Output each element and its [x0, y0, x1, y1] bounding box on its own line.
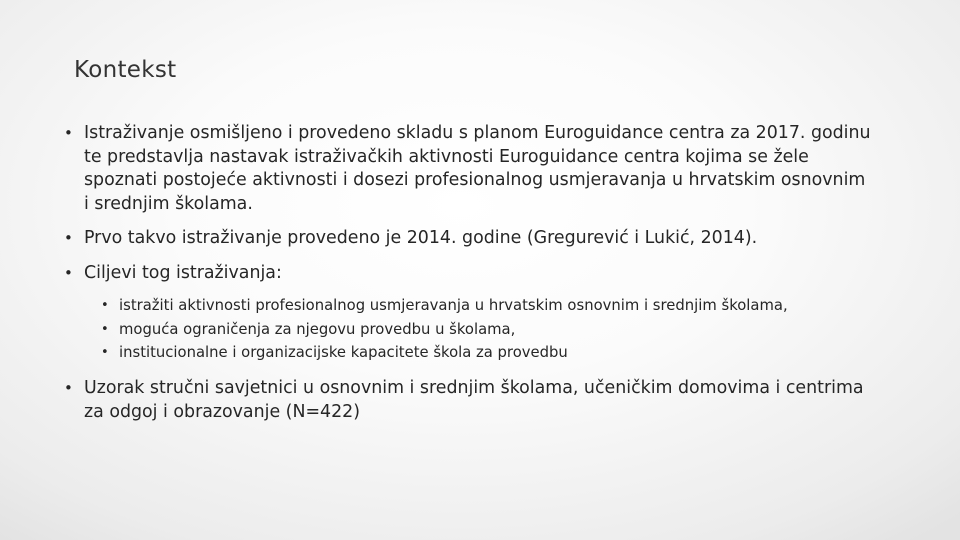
- bullet-text: Istraživanje osmišljeno i provedeno skladu s planom Euroguidance centra za 2017. godinu te predstavlja nastavak istraživačkih aktivnosti Euroguidance centra kojima se žele spoznati postojeće aktivnosti i dosezi profesionalnog usmjeravanja u hrvatskim osnovnim i srednjim školama.: [84, 123, 871, 214]
- sub-bullet-text: institucionalne i organizacijske kapacitete škola za provedbu: [119, 344, 568, 361]
- slide-content: [64, 122, 874, 435]
- bullet-item: [64, 377, 874, 424]
- sub-bullet-marker: •: [101, 321, 109, 337]
- sub-bullet-item: [101, 319, 874, 341]
- bullet-text: Ciljevi tog istraživanja:: [84, 262, 282, 283]
- sub-bullet-marker: •: [101, 298, 109, 313]
- bullet-item: [64, 262, 874, 365]
- bullet-item: [64, 227, 874, 251]
- sub-bullet-list: [84, 295, 874, 364]
- sub-bullet-item: [101, 342, 874, 364]
- bullet-list: [64, 122, 874, 424]
- bullet-marker: •: [64, 229, 73, 247]
- sub-bullet-text: istražiti aktivnosti profesionalnog usmjeravanja u hrvatskim osnovnim i srednjim školama,: [119, 297, 788, 314]
- sub-bullet-text: moguća ograničenja za njegovu provedbu u školama,: [119, 320, 516, 338]
- sub-bullet-marker: •: [101, 345, 109, 360]
- bullet-marker: •: [64, 263, 73, 282]
- bullet-marker: •: [64, 124, 73, 142]
- bullet-marker: •: [64, 379, 73, 397]
- slide-title: Kontekst: [74, 57, 177, 83]
- bullet-text: Prvo takvo istraživanje provedeno je 2014. godine (Gregurević i Lukić, 2014).: [84, 228, 758, 248]
- sub-bullet-item: [101, 295, 874, 317]
- bullet-item: [64, 122, 874, 216]
- bullet-text: Uzorak stručni savjetnici u osnovnim i srednjim školama, učeničkim domovima i centrima za odgoj i obrazovanje (N=422): [84, 378, 864, 422]
